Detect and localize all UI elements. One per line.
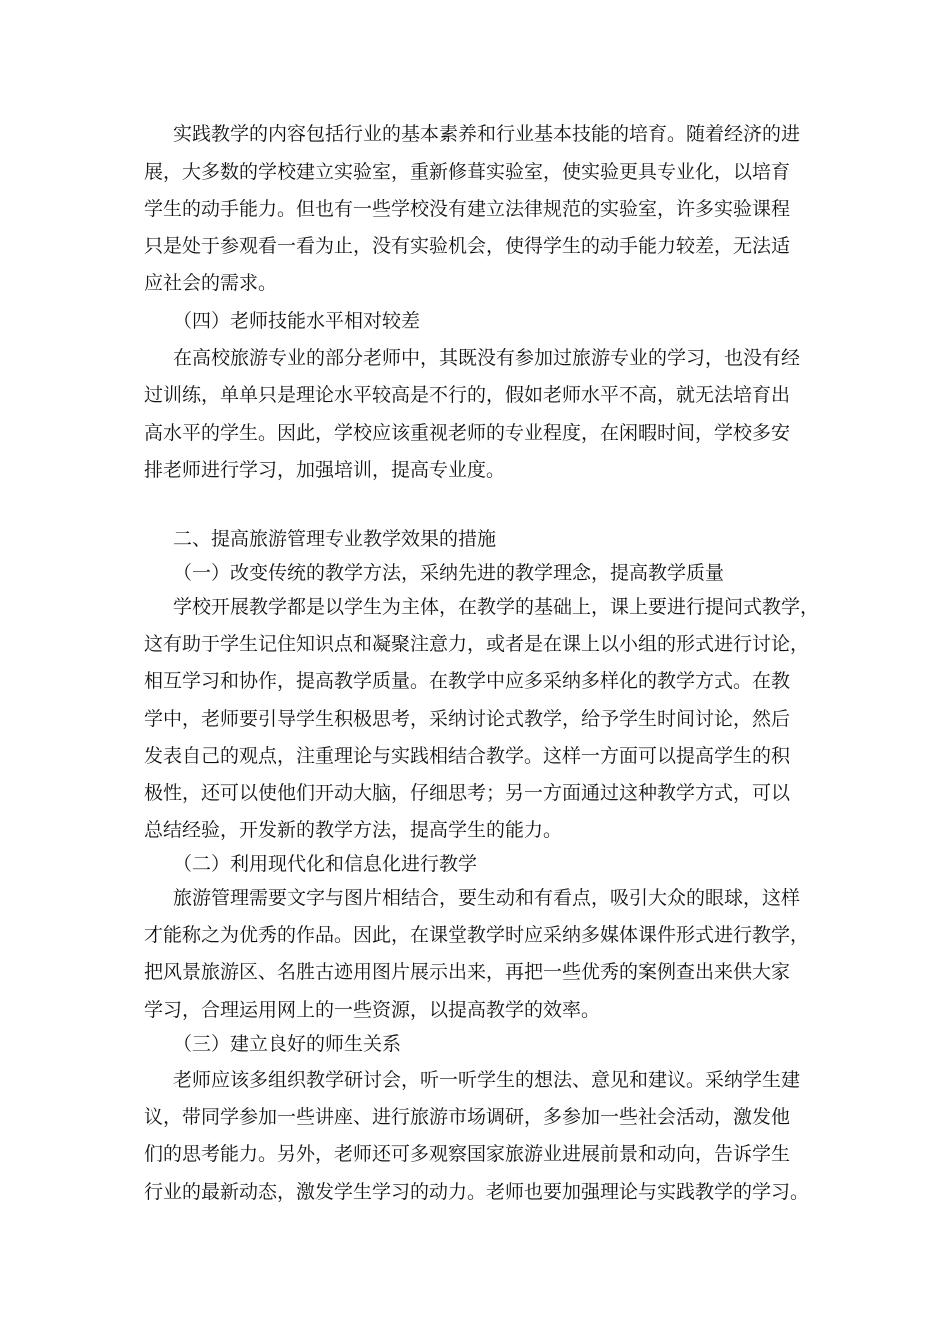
paragraph-line: 排老师进行学习，加强培训，提高专业度。	[144, 459, 506, 481]
paragraph-line: 总结经验，开发新的教学方法，提高学生的能力。	[144, 819, 563, 841]
paragraph-line: 在高校旅游专业的部分老师中，其既没有参加过旅游专业的学习，也没有经	[173, 347, 801, 369]
paragraph-line: 把风景旅游区、名胜古迹用图片展示出来，再把一些优秀的案例查出来供大家	[144, 961, 791, 983]
section-heading: （三）建立良好的师生关系	[173, 1033, 402, 1055]
paragraph-line: 旅游管理需要文字与图片相结合，要生动和有看点，吸引大众的眼球，这样	[173, 887, 801, 909]
paragraph-line: 相互学习和协作，提高教学质量。在教学中应多采纳多样化的教学方式。在教	[144, 670, 791, 692]
paragraph-line: 过训练，单单只是理论水平较高是不行的，假如老师水平不高，就无法培育出	[144, 384, 791, 406]
paragraph-line: 老师应该多组织教学研讨会，听一听学生的想法、意见和建议。采纳学生建	[173, 1069, 801, 1091]
paragraph-line: 学习，合理运用网上的一些资源，以提高教学的效率。	[144, 999, 601, 1021]
section-heading: （二）利用现代化和信息化进行教学	[173, 853, 478, 875]
paragraph-line: 发表自己的观点，注重理论与实践相结合教学。这样一方面可以提高学生的积	[144, 745, 791, 767]
paragraph-line: 学中，老师要引导学生积极思考，采纳讨论式教学，给予学生时间讨论，然后	[144, 708, 791, 730]
paragraph-line: 高水平的学生。因此，学校应该重视老师的专业程度，在闲暇时间，学校多安	[144, 422, 791, 444]
paragraph-line: 学校开展教学都是以学生为主体，在教学的基础上，课上要进行提问式教学，	[173, 596, 820, 618]
section-heading: （四）老师技能水平相对较差	[173, 310, 421, 332]
paragraph-line: 应社会的需求。	[144, 272, 278, 294]
paragraph-line: 学生的动手能力。但也有一些学校没有建立法律规范的实验室，许多实验课程	[144, 198, 791, 220]
paragraph-line: 实践教学的内容包括行业的基本素养和行业基本技能的培育。随着经济的进	[173, 123, 801, 145]
paragraph-line: 极性，还可以使他们开动大脑，仔细思考；另一方面通过这种教学方式，可以	[144, 782, 791, 804]
paragraph-line: 行业的最新动态，激发学生学习的动力。老师也要加强理论与实践教学的学习。	[144, 1181, 810, 1203]
paragraph-line: 议，带同学参加一些讲座、进行旅游市场调研，多参加一些社会活动，激发他	[144, 1106, 791, 1128]
paragraph-line: 只是处于参观看一看为止，没有实验机会，使得学生的动手能力较差，无法适	[144, 235, 791, 257]
paragraph-line: 这有助于学生记住知识点和凝聚注意力，或者是在课上以小组的形式进行讨论，	[144, 633, 810, 655]
paragraph-line: 才能称之为优秀的作品。因此，在课堂教学时应采纳多媒体课件形式进行教学，	[144, 924, 810, 946]
paragraph-line: 们的思考能力。另外，老师还可多观察国家旅游业进展前景和动向，告诉学生	[144, 1143, 791, 1165]
section-title: 二、提高旅游管理专业教学效果的措施	[173, 528, 497, 550]
paragraph-line: 展，大多数的学校建立实验室，重新修葺实验室，使实验更具专业化，以培育	[144, 161, 791, 183]
section-heading: （一）改变传统的教学方法，采纳先进的教学理念，提高教学质量	[173, 562, 725, 584]
